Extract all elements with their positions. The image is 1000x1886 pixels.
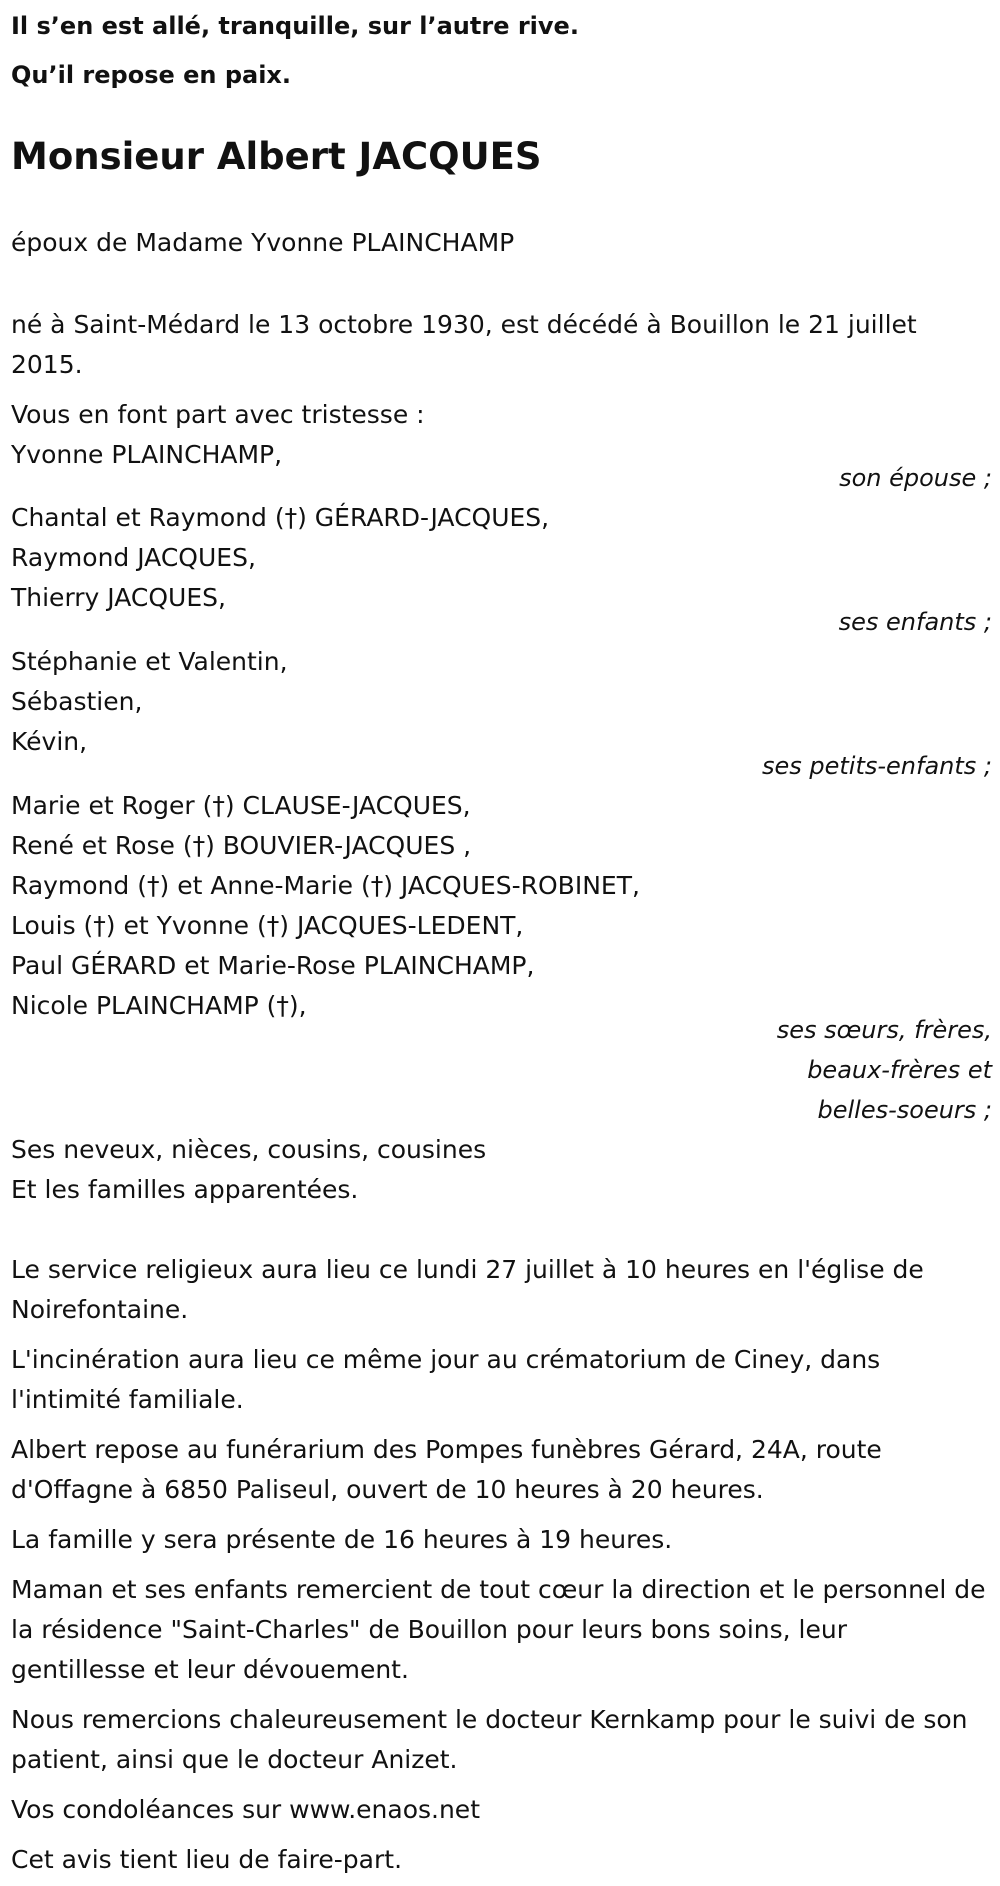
ceremony-paragraph: Le service religieux aura lieu ce lundi 27 juillet à 10 heures en l'église de Noirefontaine. (11, 1255, 924, 1324)
others-line: Ses neveux, nièces, cousins, cousines (11, 1135, 487, 1164)
condolences-paragraph: Vos condoléances sur www.enaos.net (11, 1795, 480, 1824)
family-role: beaux-frères et (807, 1056, 992, 1084)
family-name: Paul GÉRARD et Marie-Rose PLAINCHAMP, (11, 951, 535, 980)
thanks-doctor-paragraph: Nous remercions chaleureusement le docteur Kernkamp pour le suivi de son patient, ainsi que le docteur Anizet. (11, 1705, 968, 1774)
family-name: Raymond (†) et Anne-Marie (†) JACQUES-ROBINET, (11, 871, 640, 900)
family-role: ses petits-enfants ; (761, 752, 992, 780)
others-line: Et les familles apparentées. (11, 1175, 359, 1204)
family-name: Nicole PLAINCHAMP (†), (11, 991, 307, 1020)
quote-line-2: Qu’il repose en paix. (11, 61, 292, 89)
family-name: Stéphanie et Valentin, (11, 647, 288, 676)
family-role: son épouse ; (839, 464, 992, 492)
family-name: Raymond JACQUES, (11, 543, 256, 572)
birth-death-line: né à Saint-Médard le 13 octobre 1930, est décédé à Bouillon le 21 juillet 2015. (11, 310, 917, 379)
family-role: belles-soeurs ; (817, 1096, 992, 1124)
closing-paragraph: Cet avis tient lieu de faire-part. (11, 1845, 403, 1874)
family-name: Louis (†) et Yvonne (†) JACQUES-LEDENT, (11, 911, 524, 940)
thanks-residence-paragraph: Maman et ses enfants remercient de tout cœur la direction et le personnel de la résidence "Saint-Charles" de Bouillon pour leurs bons soins, leur gentillesse et leur dévouement. (11, 1575, 986, 1684)
family-name: René et Rose (†) BOUVIER-JACQUES , (11, 831, 472, 860)
family-role: ses enfants ; (838, 608, 992, 636)
family-role: ses sœurs, frères, (776, 1016, 992, 1044)
family-name: Yvonne PLAINCHAMP, (11, 440, 283, 469)
cremation-paragraph: L'incinération aura lieu ce même jour au crématorium de Ciney, dans l'intimité familiale. (11, 1345, 881, 1414)
family-name: Sébastien, (11, 687, 143, 716)
family-name: Thierry JACQUES, (11, 583, 226, 612)
quote-line-1: Il s’en est allé, tranquille, sur l’autre rive. (11, 12, 579, 40)
family-name: Kévin, (11, 727, 88, 756)
spouse-line: époux de Madame Yvonne PLAINCHAMP (11, 228, 515, 257)
family-name: Chantal et Raymond (†) GÉRARD-JACQUES, (11, 503, 550, 532)
family-presence-paragraph: La famille y sera présente de 16 heures à 19 heures. (11, 1525, 673, 1554)
funeral-home-paragraph: Albert repose au funérarium des Pompes funèbres Gérard, 24A, route d'Offagne à 6850 Paliseul, ouvert de 10 heures à 20 heures. (11, 1435, 882, 1504)
intro-line: Vous en font part avec tristesse : (11, 400, 425, 429)
family-name: Marie et Roger (†) CLAUSE-JACQUES, (11, 791, 471, 820)
deceased-name: Monsieur Albert JACQUES (11, 135, 542, 178)
